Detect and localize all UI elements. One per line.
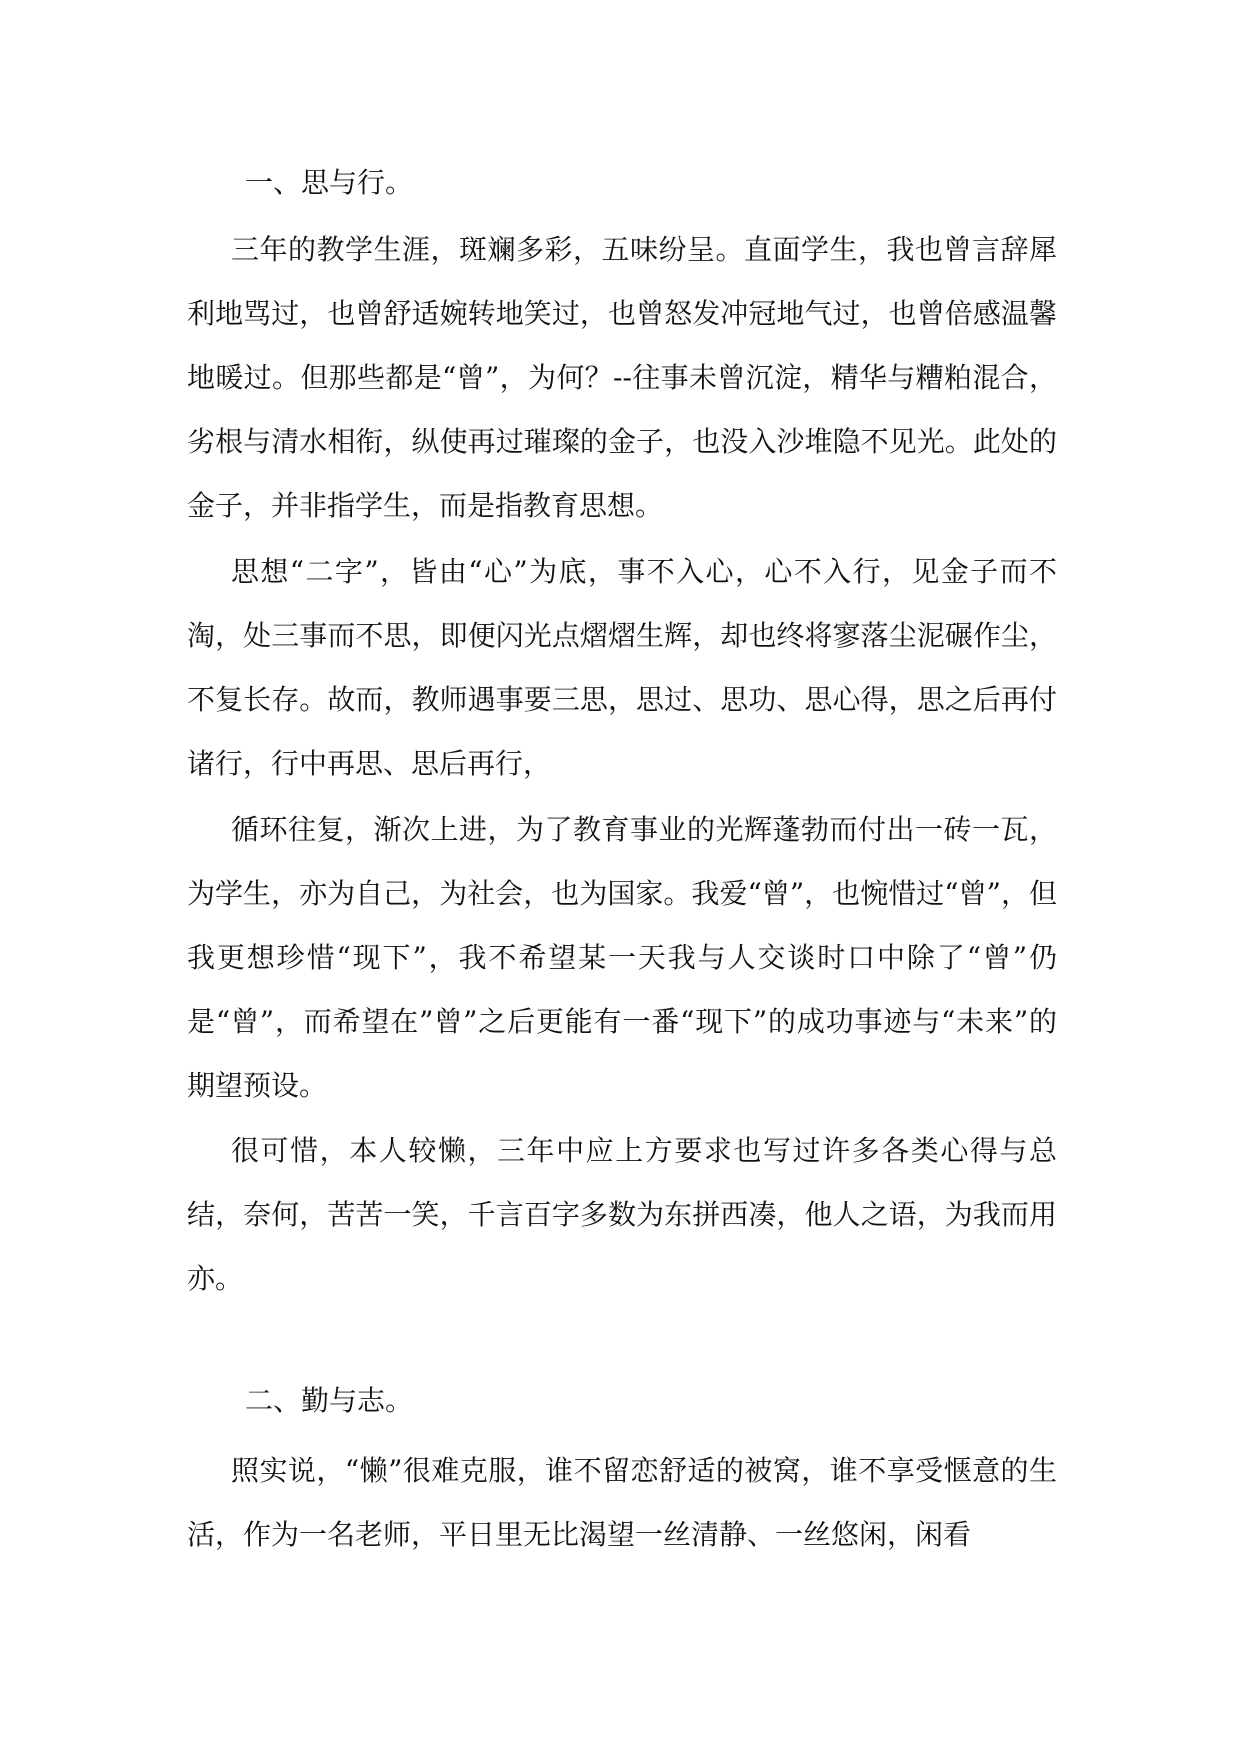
paragraph: 循环往复，渐次上进，为了教育事业的光辉蓬勃而付出一砖一瓦，为学生，亦为自己，为社会，也为国家。我爱“曾”，也惋惜过“曾”，但我更想珍惜“现下”，我不希望某一天我与人交谈时口中除了“曾”仍是“曾”，而希望在”曾”之后更能有一番“现下”的成功事迹与“未来”的期望预设。: [187, 813, 1057, 1102]
paragraph: 照实说，“懒”很难克服，谁不留恋舒适的被窝，谁不享受惬意的生活，作为一名老师，平日里无比渴望一丝清静、一丝悠闲，闲看: [187, 1454, 1057, 1551]
paragraph: 很可惜，本人较懒，三年中应上方要求也写过许多各类心得与总结，奈何，苦苦一笑，千言百字多数为东拼西凑，他人之语，为我而用亦。: [187, 1134, 1057, 1295]
section-heading: 二、勤与志。: [245, 1384, 414, 1417]
paragraph: 思想“二字”，皆由“心”为底，事不入心，心不入行，见金子而不淘，处三事而不思，即便闪光点熠熠生辉，却也终将寥落尘泥碾作尘，不复长存。故而，教师遇事要三思，思过、思功、思心得，思之后再付诸行，行中再思、思后再行，: [187, 555, 1057, 780]
paragraph: 三年的教学生涯，斑斓多彩，五味纷呈。直面学生，我也曾言辞犀利地骂过，也曾舒适婉转地笑过，也曾怒发冲冠地气过，也曾倍感温馨地暖过。但那些都是“曾”，为何？--往事未曾沉淀，精华与糟粕混合，劣根与清水相衔，纵使再过璀璨的金子，也没入沙堆隐不见光。此处的金子，并非指学生，而是指教育思想。: [187, 233, 1057, 522]
section-heading: 一、思与行。: [245, 166, 414, 199]
